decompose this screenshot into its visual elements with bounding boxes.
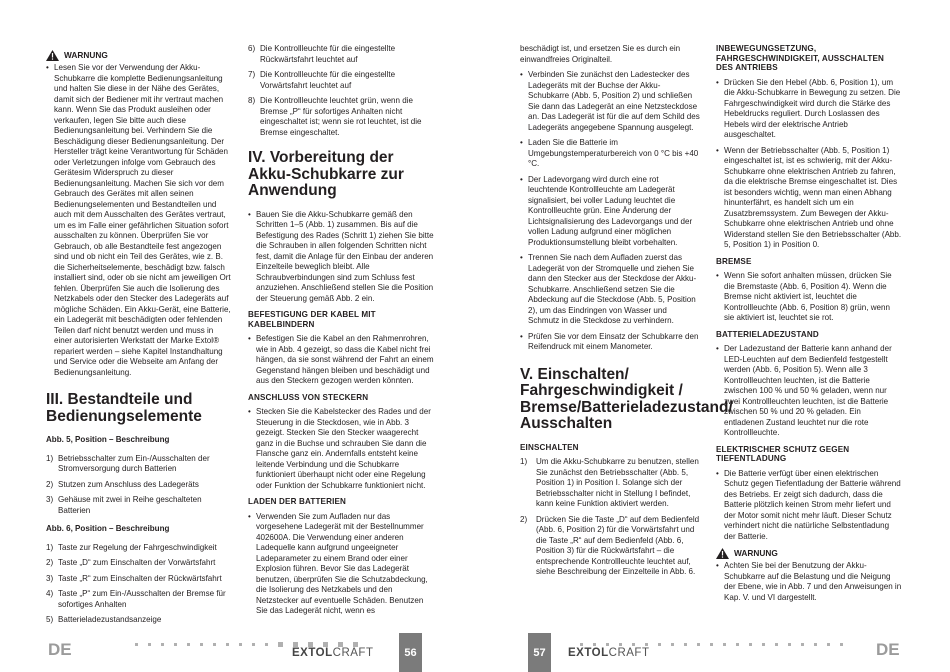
section-title-v: V. Einschalten/ Fahrgeschwindigkeit / Bremse/Batterieladezustand/ Ausschalten [520,365,733,432]
list-item: 1) Taste zur Regelung der Fahrgeschwindigkeit [46,542,217,552]
list-item: • Verbinden Sie zunächst den Ladestecker des Ladegeräts mit der Buchse der Akku-Schubkarre (Abb. 5, Position 2) und schließen Sie dann das Ladegerät an eine Netzsteckdose an. Das Ladegerät ist für die auf dem Schild des Ladegeräts angegebene Spannung ausgelegt. [520,70,700,132]
heading-batterieladezustand: BATTERIELADEZUSTAND [716,329,819,339]
warning-icon [716,548,729,559]
warning-icon [46,50,59,61]
list-item: • Stecken Sie die Kabelstecker des Rades und der Steuerung in die Steckdosen, wie in Abb. 3 gezeigt. Stecken Sie den Stecker waagerecht ganz in die Buchse und schrauben Sie dann die Flansche ganz ein. Andernfalls entsteht keine leitende Verbindung und die Schubkarre funktioniert überhaupt nicht oder eine Regelung oder Funktion der Schubkarre funktioniert nicht. [248,407,431,490]
list-item: • Drücken Sie den Hebel (Abb. 6, Position 1), um die Akku-Schubkarre in Bewegung zu setzen. Die Fahrgeschwindigkeit wird durch die Stärke des Hebeldrucks reguliert. Durch Loslassen des Hebels wird der elektrische Antrieb ausgeschaltet. [716,77,901,139]
continuation-text: beschädigt ist, und ersetzen Sie es durch ein einwandfreies Originalteil. [520,44,681,64]
page-number-right: 57 [528,633,551,672]
list-item: • Der Ladevorgang wird durch eine rot leuchtende Kontrollleuchte am Ladegerät signalisiert, bei voller Ladung leuchtet die Kontrollleuchte grün. Eine Änderung der Lichtsignalisierung des Ladevorgangs und der vollen Ladung aufgrund einer möglichen Produktionsumstellung bleibt vorbehalten. [520,174,693,247]
warning-label: WARNUNG [734,548,778,559]
warning-text: Lesen Sie vor der Verwendung der Akku-Schubkarre die komplette Bedienungsanleitung und halten Sie diese in der Nähe des Gerätes, damit sich der Bediener mit ihr vertraut machen kann. Wenn Sie das Produkt ausleihen oder verkaufen, legen Sie bitte auch diese Bedienungsanleitung bei. Verhindern Sie die Beschädigung dieser Bedienungsanleitung. Der Hersteller trägt keine Verantwortung für Schäden oder Verletzungen infolge vom Gebrauch des Gerätesim Widerspruch zu dieser Bedienungsanleitung. Machen Sie sich vor dem Gebrauch des Gerätes mit allen seinen Bedienungselementen und Bestandteilen und auch mit dem Ausschalten des Gerätes vertraut, um es im Falle einer gefährlichen Situation sofort ausschalten zu können. Überprüfen Sie vor Gebrauch, ob alle Bestandteile fest angezogen sind und ob nicht ein Teil des Gerätes, wie z. B. die Sicherheitselemente, beschädigt bzw. falsch installiert sind, oder ob sie nicht am jeweiligen Ort fehlen. Überprüfen Sie auch die Isolierung des Netzkabels oder den Stecker des Ladegeräts auf mögliche Schäden. Ein Akku-Gerät, eine Batterie, ein Ladegerät mit beschädigten oder fehlenden Teilen darf nicht benutzt werden und muss in einer autorisierten Werkstatt der Marke Extol® repariert werden – siehe Kapitel Instandhaltung und Service oder die Webseite am Anfang der Bedienungsanleitung. [54,63,231,377]
list-item: • Verwenden Sie zum Aufladen nur das vorgesehene Ladegerät mit der Bestellnummer 402600A. Die Verwendung einer anderen Ladequelle kann aufgrund ungeeigneter Ladeparameter zu einem Brand oder einer Explosion führen. Bevor Sie das Ladegerät benutzen, überprüfen Sie die Schutzabdeckung, die Isolierung des Netzkabels und den Netzstecker auf eventuelle Schäden. Benutzen Sie das Ladegerät nicht, wenn es [248,511,428,615]
list-item: • Wenn der Betriebsschalter (Abb. 5, Position 1) eingeschaltet ist, ist es schwierig, mit der Akku-Schubkarre ohne elektrischen Antrieb zu fahren, da die elektrische Bremse eingeschaltet ist. Dies ist besonders wichtig, wenn man einen Abhang hinunterfährt, es handelt sich um ein Zusatzbremssystem. Zum Bewegen der Akku-Schubkarre ohne elektrischen Antrieb und ohne Widerstand stellen Sie den Betriebsschalter (Abb. 5, Position 1) in Position 0. [716,145,902,249]
column-1 [46,44,232,631]
heading-kabel: BEFESTIGUNG DER KABEL MIT KABELBINDERN [248,310,376,329]
warning-bullet: • Achten Sie bei der Benutzung der Akku-Schubkarre auf die Belastung und die Neigung der Ebene, wie in Abb. 7 und den Anweisungen in Kap. V. und VI dargestellt. [716,561,902,602]
section-title-iv: IV. Vorbereitung der Akku-Schubkarre zur Anwendung [248,149,404,199]
list-item: • Befestigen Sie die Kabel an den Rahmenrohren, wie in Abb. 4 gezeigt, so dass die Kabel nicht frei hängen, da sie sonst während der Fahrt an einem Gegenstand hängen bleiben und beschädigt und aus den Steckern gezogen werden könnten. [248,334,434,385]
list-item: 3) Gehäuse mit zwei in Reihe geschalteten Batterien [46,495,202,515]
list-item: • Wenn Sie sofort anhalten müssen, drücken Sie die Bremstaste (Abb. 6, Position 4). Wenn die Bremse nicht aktiviert ist, leuchtet die Kontrollleuchte (Abb. 6, Position 8) grün, wenn sie aktiviert ist, leuchtet sie rot. [716,271,892,322]
section-title-iii: III. Bestandteile und Bedienungselemente [46,391,202,425]
list-item: • Trennen Sie nach dem Aufladen zuerst das Ladegerät von der Stromquelle und ziehen Sie dann den Stecker aus der Steckdose der Akku-Schubkarre. Anschließend setzen Sie die Abdeckung auf die Steckdose (Abb. 5, Position 2), um das Eindringen von Wasser und Schmutz in die Steckdose zu verhindern. [520,253,697,325]
list-item: • Der Ladezustand der Batterie kann anhand der LED-Leuchten auf dem Bedienfeld festgestellt werden (Abb. 6, Position 5). Wenn alle 3 Kontrollleuchten leuchten, ist die Batterie zwischen 100 % und 50 % geladen, wenn nur zwei Kontrollleuchten leuchten, ist die Batterie zwischen 50 % und 20 % geladen. Ein entladenen Zustand leuchtet nur die rote Kontrollleuchte. [716,344,892,437]
list-item: 5) Batterieladezustandsanzeige [46,615,162,624]
list-item: 1) Um die Akku-Schubkarre zu benutzen, stellen Sie zunächst den Betriebsschalter (Abb. 5, Position 1) in Position I. Solange sich der Betriebsschalter nicht in Stellung I befindet, kann keine Funktion aktiviert werden. [520,457,699,508]
list-item: • Prüfen Sie vor dem Einsatz der Schubkarre den Reifendruck mit einem Manometer. [520,331,699,351]
brand-logo-left: EXTOLCRAFT [292,647,374,659]
list-item: 6) Die Kontrollleuchte für die eingestellte Rückwärtsfahrt leuchtet auf [248,44,396,64]
warning-bullet: • Lesen Sie vor der Verwendung der Akku-Schubkarre die komplette Bedienungsanleitung und halten Sie diese in der Nähe des Gerätes, damit sich der Bediener mit ihr vertraut machen kann. Wenn Sie das Produkt ausleihen oder verkaufen, legen Sie bitte auch diese Bedienungsanleitung bei. Verhindern Sie die Beschädigung dieser Bedienungsanleitung. Der Hersteller trägt keine Verantwortung für Schäden oder Verletzungen infolge vom Gebrauch des Gerätesim Widerspruch zu dieser Bedienungsanleitung. Machen Sie sich vor dem Gebrauch des Gerätes mit allen seinen Bedienungselementen und Bestandteilen und auch mit dem Ausschalten des Gerätes vertraut, um es im Falle einer gefährlichen Situation sofort ausschalten zu können. Überprüfen Sie vor Gebrauch, ob alle Bestandteile fest angezogen sind und ob nicht ein Teil des Gerätes, wie z. B. die Sicherheitselemente, beschädigt bzw. falsch installiert sind, oder ob sie nicht am jeweiligen Ort fehlen. Überprüfen Sie auch die Isolierung des Netzkabels oder den Stecker des Ladegeräts auf mögliche Schäden. Ein Akku-Gerät, eine Batterie, ein Ladegerät mit beschädigten oder fehlenden Teilen darf nicht benutzt werden und muss in einer autorisierten Werkstatt der Marke Extol® repariert werden – siehe Kapitel Instandhaltung und Service oder die Webseite am Anfang der Bedienungsanleitung. [46,63,231,377]
page-number-left: 56 [399,633,422,672]
language-code-right: DE [876,640,900,659]
heading-stecker: ANSCHLUSS VON STECKERN [248,392,369,402]
column-4 [716,44,902,608]
fig6-title: Abb. 6, Position – Beschreibung [46,524,170,533]
list-item: 2) Drücken Sie die Taste „D“ auf dem Bedienfeld (Abb. 6, Position 2) für die Vorwärtsfahrt und die Taste „R“ auf dem Bedienfeld (Abb. 6, Position 3) für die Rückwärtsfahrt – die entsprechende Kontrollleuchte leuchtet auf, siehe Beschreibung der Einzelteile in Abb. 6. [520,514,700,576]
heading-laden: LADEN DER BATTERIEN [248,497,347,506]
list-item: • Bauen Sie die Akku-Schubkarre gemäß den Schritten 1–5 (Abb. 1) zusammen. Bis auf die Befestigung des Rades (Schritt 1) ziehen Sie bitte die Schrauben in allen folgenden Schritten nicht fest, damit die Anlage für den Einbau der anderen Einzelteile beweglich bleibt. Alle Schraubverbindungen sind zum Schluss fest anzuziehen. Anschließend stellen Sie die Position der Steuerung gemäß Abb. 2 ein. [248,209,434,303]
brand-logo-right: EXTOLCRAFT [568,647,650,659]
warning-heading [46,50,232,61]
list-item: 4) Taste „P“ zum Ein-/Ausschalten der Bremse für sofortiges Anhalten [46,589,226,609]
list-item: 1) Betriebsschalter zum Ein-/Ausschalten der Stromversorgung durch Batterien [46,453,210,473]
list-item: 7) Die Kontrollleuchte für die eingestellte Vorwärtsfahrt leuchtet auf [248,70,396,90]
list-item: • Die Batterie verfügt über einen elektrischen Schutz gegen Tiefentladung der Batterie während des Betriebs. Er zeigt sich dadurch, dass die Batterie plötzlich keinen Strom mehr liefert und der Motor somit nicht mehr läuft. Dieser Schutz verhindert nicht die natürliche Selbstentladung der Batterie. [716,468,901,541]
warning-heading [716,548,902,559]
column-3 [520,44,733,583]
list-item: 2) Taste „D“ zum Einschalten der Vorwärtsfahrt [46,558,216,567]
warning-text: Achten Sie bei der Benutzung der Akku-Schubkarre auf die Belastung und die Neigung der Ebene, wie in Abb. 7 und den Anweisungen in Kap. V. und VI dargestellt. [724,561,902,602]
heading-schutz: ELEKTRISCHER SCHUTZ GEGEN TIEFENTLADUNG [716,444,850,463]
heading-einschalten: EINSCHALTEN [520,442,579,452]
list-item: • Laden Sie die Batterie im Umgebungstemperaturbereich von 0 °C bis +40 °C. [520,138,699,168]
heading-bremse: BREMSE [716,256,752,266]
fig5-title: Abb. 5, Position – Beschreibung [46,435,170,444]
list-item: 3) Taste „R“ zum Einschalten der Rückwärtsfahrt [46,573,222,583]
language-code-left: DE [48,640,72,659]
warning-label: WARNUNG [64,50,108,61]
column-2 [248,44,436,622]
list-item: 2) Stutzen zum Anschluss des Ladegeräts [46,479,199,489]
list-item: 8) Die Kontrollleuchte leuchtet grün, wenn die Bremse „P“ für sofortiges Anhalten nicht eingeschaltet ist; wenn sie rot leuchtet, ist die Bremse eingeschaltet. [248,96,422,137]
heading-inbewegungsetzung: INBEWEGUNGSETZUNG, FAHRGESCHWINDIGKEIT, AUSSCHALTEN DES ANTRIEBS [716,44,885,72]
